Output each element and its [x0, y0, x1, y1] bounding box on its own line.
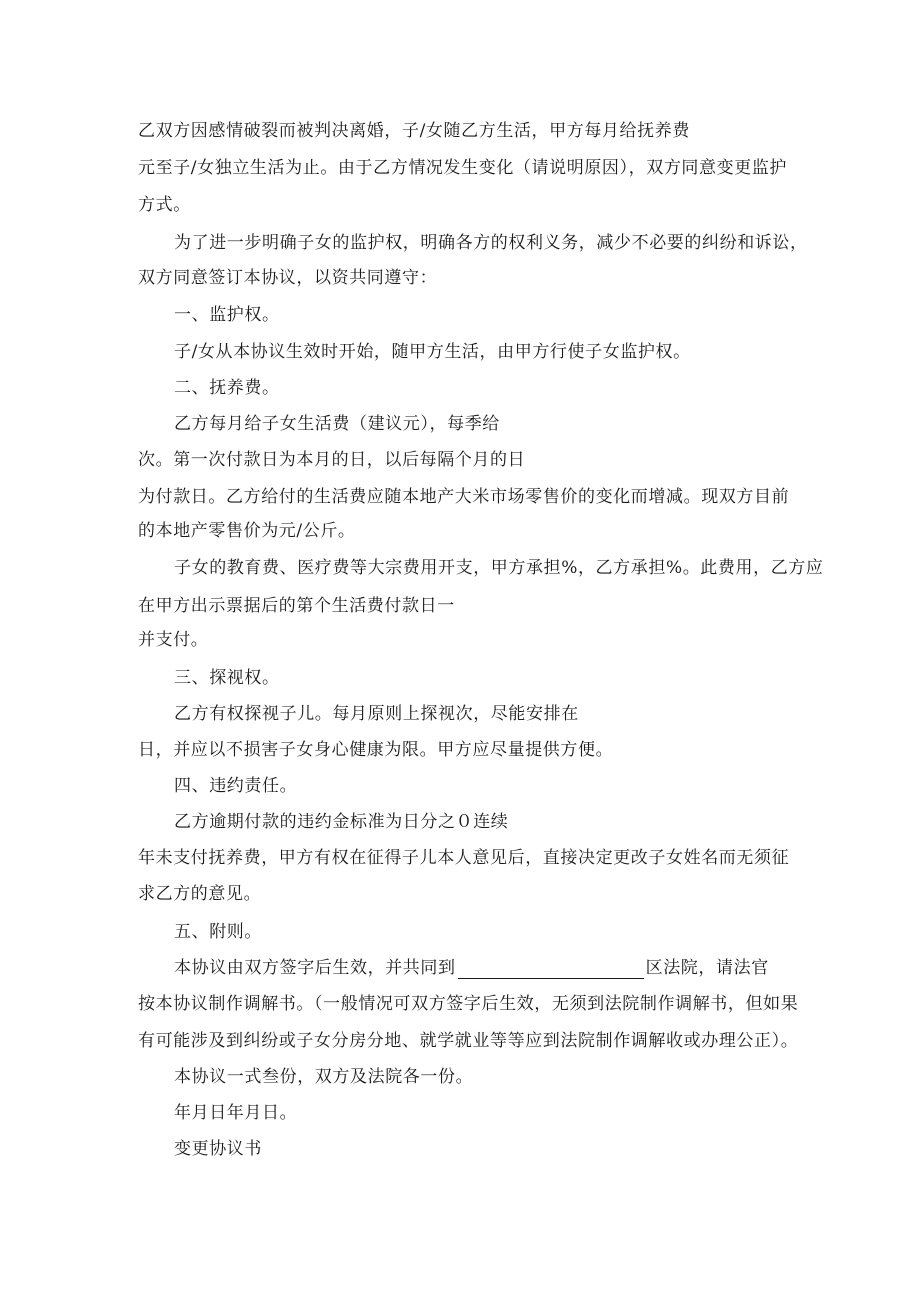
paragraph-line-with-blank — [174, 957, 769, 979]
paragraph-line: 求乙方的意见。 — [138, 884, 262, 904]
paragraph-line: 按本协议制作调解书。（一般情况可双方签字后生效，无须到法院制作调解书，但如果 — [138, 994, 799, 1014]
paragraph-line: 为了进一步明确子女的监护权，明确各方的权利义务，减少不必要的纠纷和诉讼， — [174, 233, 808, 253]
section-heading-visitation: 三、探视权。 — [174, 668, 280, 688]
paragraph-line: 次。第一次付款日为本月的日，以后每隔个月的日 — [138, 450, 526, 470]
section-heading-custody: 一、监护权。 — [174, 305, 280, 325]
paragraph-line: 的本地产零售价为元/公斤。 — [138, 521, 356, 541]
paragraph-line: 方式。 — [138, 195, 191, 215]
paragraph-line: 在甲方出示票据后的第个生活费付款日一 — [138, 596, 455, 616]
fill-in-blank — [458, 960, 644, 979]
section-heading-breach: 四、违约责任。 — [174, 776, 298, 796]
paragraph-line: 元至子/女独立生活为止。由于乙方情况发生变化（请说明原因），双方同意变更监护 — [138, 158, 788, 178]
paragraph-line: 乙方有权探视子儿。每月原则上探视次，尽能安排在 — [174, 704, 579, 724]
date-line: 年月日年月日。 — [174, 1103, 298, 1123]
paragraph-line: 年未支付抚养费，甲方有权在征得子儿本人意见后，直接决定更改子女姓名而无须征 — [138, 848, 790, 868]
paragraph-line: 子/女从本协议生效时开始，随甲方生活，由甲方行使子女监护权。 — [174, 342, 691, 362]
paragraph-line: 乙方逾期付款的违约金标准为日分之０连续 — [174, 812, 509, 832]
paragraph-line: 乙方每月给子女生活费（建议元），每季给 — [174, 414, 500, 434]
paragraph-line: 本协议一式叁份，双方及法院各一份。 — [174, 1067, 474, 1087]
paragraph-line: 并支付。 — [138, 630, 209, 650]
paragraph-line: 有可能涉及到纠纷或子女分房分地、就学就业等等应到法院制作调解收或办理公正）。 — [138, 1031, 799, 1051]
document-footer-title: 变更协议书 — [174, 1139, 262, 1159]
line-text: 本协议由双方签字后生效，并共同到 — [174, 958, 456, 978]
paragraph-line: 乙双方因感情破裂而被判决离婚，子/女随乙方生活，甲方每月给抚养费 — [138, 121, 690, 141]
paragraph-line: 日，并应以不损害子女身心健康为限。甲方应尽量提供方便。 — [138, 740, 614, 760]
paragraph-line: 子女的教育费、医疗费等大宗费用开支，甲方承担%，乙方承担%。此费用，乙方应 — [174, 558, 824, 578]
paragraph-line: 双方同意签订本协议，以资共同遵守： — [138, 268, 438, 288]
paragraph-line: 为付款日。乙方给付的生活费应随本地产大米市场零售价的变化而增减。现双方目前 — [138, 487, 790, 507]
section-heading-support: 二、抚养费。 — [174, 378, 280, 398]
line-text: 区法院，请法官 — [645, 958, 769, 978]
section-heading-supplementary: 五、附则。 — [174, 922, 262, 942]
